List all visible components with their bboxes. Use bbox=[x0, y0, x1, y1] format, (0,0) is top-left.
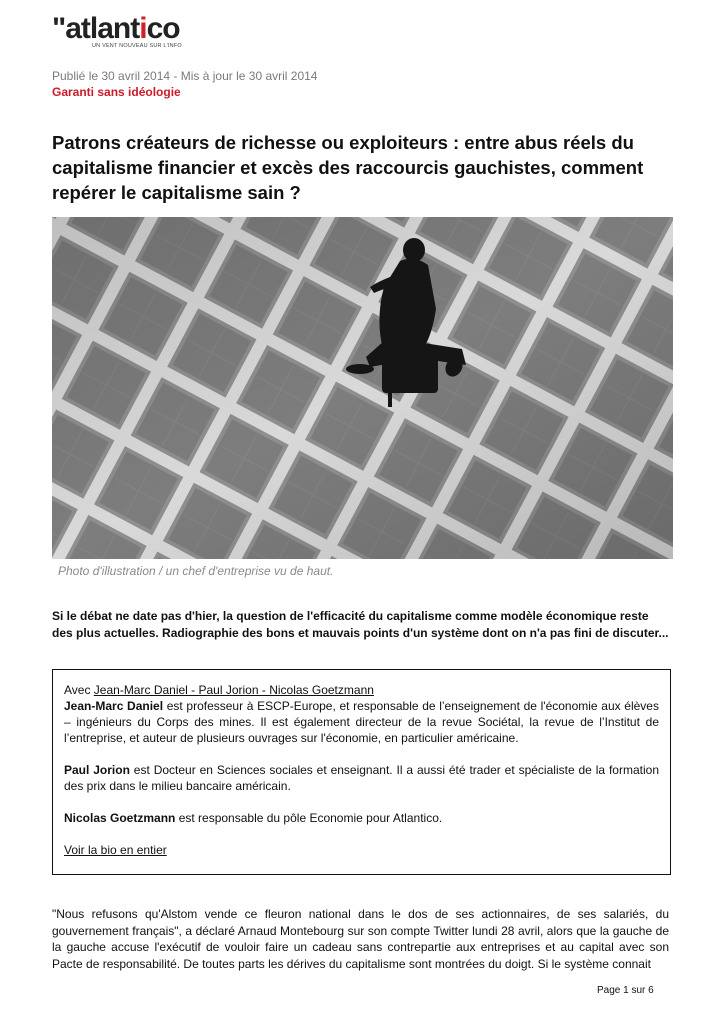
article-tag[interactable]: Garanti sans idéologie bbox=[52, 85, 181, 99]
author3-text: est responsable du pôle Economie pour Atlantico. bbox=[175, 811, 443, 825]
photo-illustration bbox=[52, 217, 673, 559]
article-body: "Nous refusons qu'Alstom vende ce fleuron national dans le dos de ses actionnaires, de ses salariés, du gouvernement français", a déclaré Arnaud Montebourg sur son compte Twitter lundi 28 avril, alors que la gauche de la gauche accuse l'exécutif de vouloir faire un cadeau sans contrepartie aux entreprises et au capital avec son Pacte de responsabilité. De toutes parts les dérives du capitalisme sont montrées du doigt. Si le système connait bbox=[52, 907, 669, 971]
authors-link[interactable]: Jean-Marc Daniel - Paul Jorion - Nicolas Goetzmann bbox=[93, 683, 374, 697]
article-photo bbox=[52, 217, 673, 559]
bio-author2 bbox=[64, 762, 659, 794]
logo-tagline: UN VENT NOUVEAU SUR L'INFO bbox=[92, 43, 182, 49]
article-title: Patrons créateurs de richesse ou exploiteurs : entre abus réels du capitalisme financier et excès des raccourcis gauchistes, comment repérer le capitalisme sain ? bbox=[52, 132, 644, 203]
atlantico-logo[interactable] bbox=[52, 14, 182, 54]
logo-wordmark bbox=[52, 14, 182, 44]
photo-caption: Photo d'illustration / un chef d'entreprise vu de haut. bbox=[58, 564, 334, 578]
bio-author3 bbox=[64, 810, 659, 826]
page-number: Page 1 sur 6 bbox=[597, 985, 654, 996]
author3-name: Nicolas Goetzmann bbox=[64, 811, 176, 825]
logo-word-part1: atlant bbox=[65, 12, 140, 45]
bio-more bbox=[64, 842, 659, 858]
article-lead: Si le débat ne date pas d'hier, la question de l'efficacité du capitalisme comme modèle économique reste des plus actuelles. Radiographie des bons et mauvais points d'un système dont on n'a pas fini de discuter... bbox=[52, 609, 669, 640]
read-full-bio-link[interactable]: Voir la bio en entier bbox=[64, 843, 167, 857]
logo-word-accent: i bbox=[139, 12, 147, 45]
bio-author1 bbox=[64, 698, 659, 746]
author-bio-box bbox=[52, 669, 671, 875]
author2-text: est Docteur en Sciences sociales et enseignant. Il a aussi été trader et spécialiste de la formation des prix dans le milieu bancaire américain. bbox=[64, 763, 659, 793]
logo-quote-mark: " bbox=[52, 12, 66, 45]
author1-name: Jean-Marc Daniel bbox=[64, 699, 164, 713]
author1-text: est professeur à ESCP-Europe, et responsable de l’enseignement de l'économie aux élèves – ingénieurs du Corps des mines. Il est également directeur de la revue Sociétal, la revue de l’Institut de l’entreprise, et auteur de plusieurs ouvrages sur l'économie, en particulier américaine. bbox=[64, 699, 659, 745]
publication-date: Publié le 30 avril 2014 - Mis à jour le 30 avril 2014 bbox=[52, 69, 318, 83]
bio-authors-line bbox=[64, 682, 659, 698]
author2-name: Paul Jorion bbox=[64, 763, 130, 777]
bio-with-prefix: Avec bbox=[64, 683, 94, 697]
logo-word-part2: co bbox=[146, 12, 180, 45]
